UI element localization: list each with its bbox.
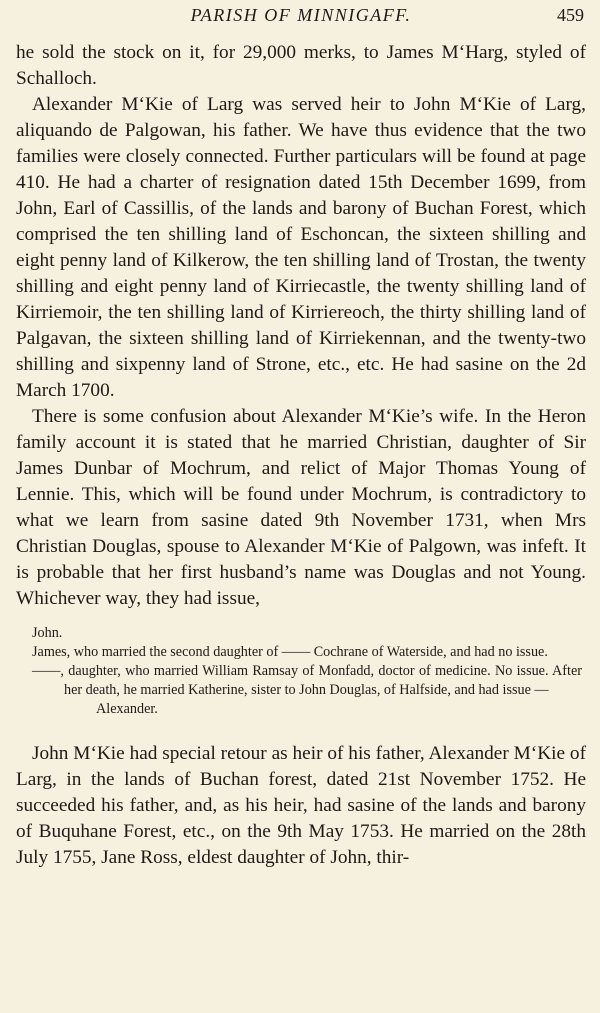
issue-list: [32, 624, 582, 719]
issue-john: John.: [32, 625, 63, 641]
issue-james: James, who married the second daughter of —— Cochrane of Waterside, and had no issue.: [32, 644, 548, 660]
issue-daughter: ——, daughter, who married William Ramsay of Monfadd, doctor of medicine. No issue. After her death, he married Katherine, sister to John Douglas, of Halfside, and had issue —: [32, 663, 582, 698]
paragraph-wife-confusion: There is some confusion about Alexander M‘Kie’s wife. In the Heron family account it is stated that he married Christian, daughter of Sir James Dunbar of Mochrum, and relict of Major Thomas Young of Lennie. This, which will be found under Mochrum, is contradictory to what we learn from sasine dated 9th November 1731, when Mrs Christian Douglas, spouse to Alexander M‘Kie of Palgown, was infeft. It is probable that her first husband’s name was Douglas and not Young. Whichever way, they had issue,: [16, 406, 586, 609]
running-head: PARISH OF MINNIGAFF.: [190, 5, 412, 25]
issue-alexander: Alexander.: [96, 701, 158, 717]
paragraph-john-mkie: John M‘Kie had special retour as heir of his father, Alexander M‘Kie of Larg, in the lands of Buchan forest, dated 21st November 1752. He succeeded his father, and, as his heir, had sasine of the lands and barony of Buquhane Forest, etc., on the 9th May 1753. He married on the 28th July 1755, Jane Ross, eldest daughter of John, thir-: [16, 743, 586, 868]
page-number: 459: [557, 5, 584, 25]
paragraph-alexander-mkie: Alexander M‘Kie of Larg was served heir to John M‘Kie of Larg, aliquando de Palgowan, his father. We have thus evidence that the two families were closely connected. Further particulars will be found at page 410. He had a charter of resignation dated 15th December 1699, from John, Earl of Cassillis, of the lands and barony of Buchan Forest, which comprised the ten shilling land of Eschoncan, the sixteen shilling and eight penny land of Kilkerow, the ten shilling land of Trostan, the twenty shilling and eight penny land of Kirriecastle, the twenty shilling land of Kirriemoir, the ten shilling land of Kirriereoch, the thirty shilling land of Palgavan, the sixteen shilling land of Kirriekennan, and the twenty-two shilling and sixpenny land of Strone, etc., etc. He had sasine on the 2d March 1700.: [16, 94, 586, 401]
closing-text: [16, 741, 586, 871]
paragraph-continued: he sold the stock on it, for 29,000 merks, to James M‘Harg, styled of Schalloch.: [16, 42, 586, 89]
main-text: [16, 40, 586, 612]
page-header: [16, 0, 586, 40]
